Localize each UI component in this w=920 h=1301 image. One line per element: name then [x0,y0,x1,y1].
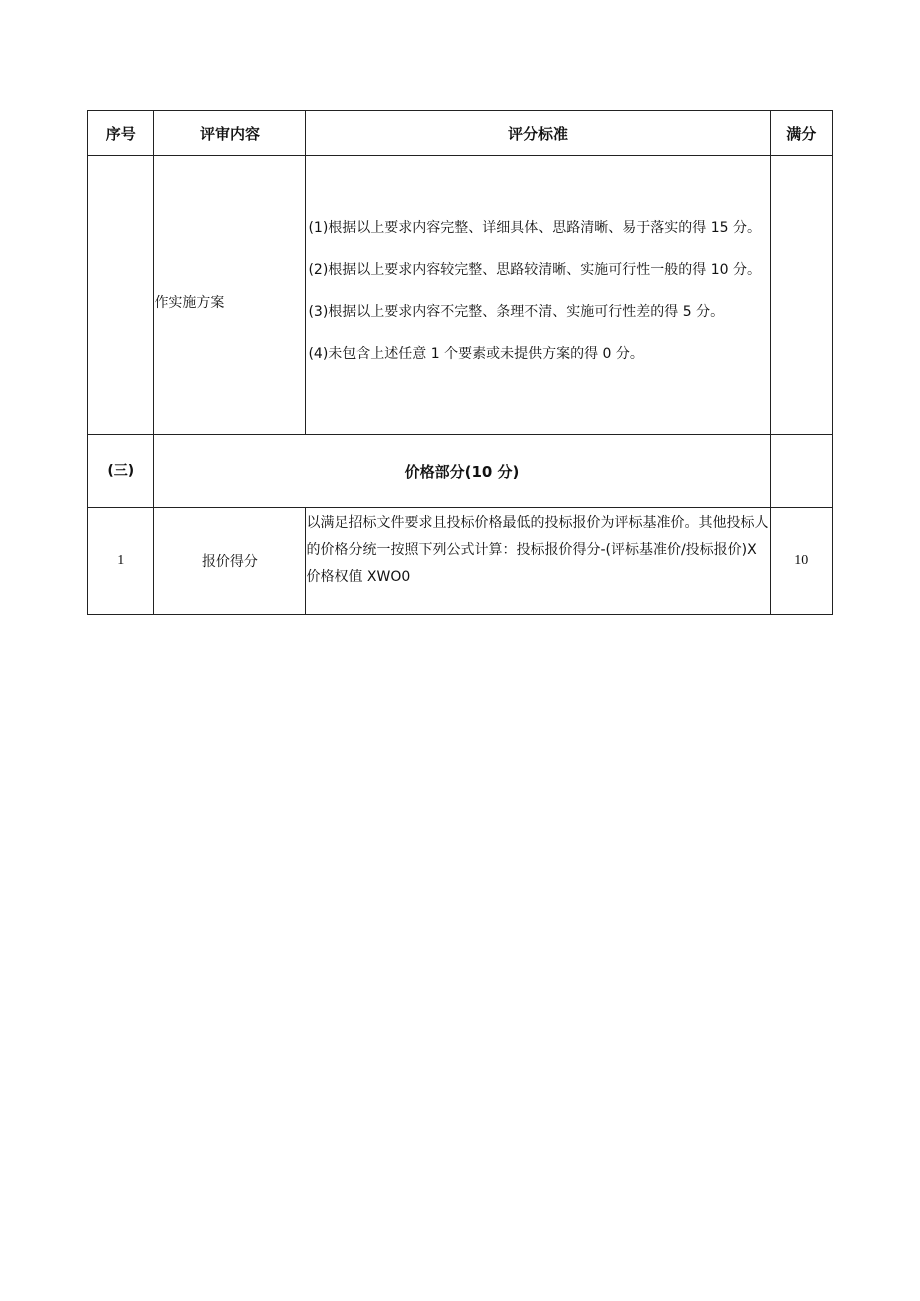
plan-no-cell [88,156,154,435]
table-row-plan [88,156,833,435]
header-max: 满分 [770,111,832,156]
header-no: 序号 [88,111,154,156]
section-no-cell: (三) [88,435,154,508]
criterion-3: (3)根据以上要求内容不完整、条理不清、实施可行性差的得 5 分。 [308,304,725,320]
plan-item-cell: 作实施方案 [154,156,306,435]
section-title-cell: 价格部分(10 分) [154,435,770,508]
scoring-table [87,110,833,615]
section-max-cell [770,435,832,508]
header-item: 评审内容 [154,111,306,156]
plan-criteria-cell [306,156,770,435]
criterion-1: (1)根据以上要求内容完整、详细具体、思路清晰、易于落实的得 15 分。 [308,220,761,236]
price-no-cell: 1 [88,508,154,615]
table-row-price [88,508,833,615]
criterion-2: (2)根据以上要求内容较完整、思路较清晰、实施可行性一般的得 10 分。 [308,262,761,278]
table-row-section [88,435,833,508]
header-row [88,111,833,156]
price-max-cell: 10 [770,508,832,615]
header-standard: 评分标准 [306,111,770,156]
price-item-cell: 报价得分 [154,508,306,615]
criterion-4: (4)未包含上述任意 1 个要素或未提供方案的得 0 分。 [308,346,644,362]
price-standard-cell: 以满足招标文件要求且投标价格最低的投标报价为评标基准价。其他投标人的价格分统一按照下列公式计算：投标报价得分-(评标基准价/投标报价)X 价格权值 XWO0 [306,508,770,615]
plan-max-cell [770,156,832,435]
